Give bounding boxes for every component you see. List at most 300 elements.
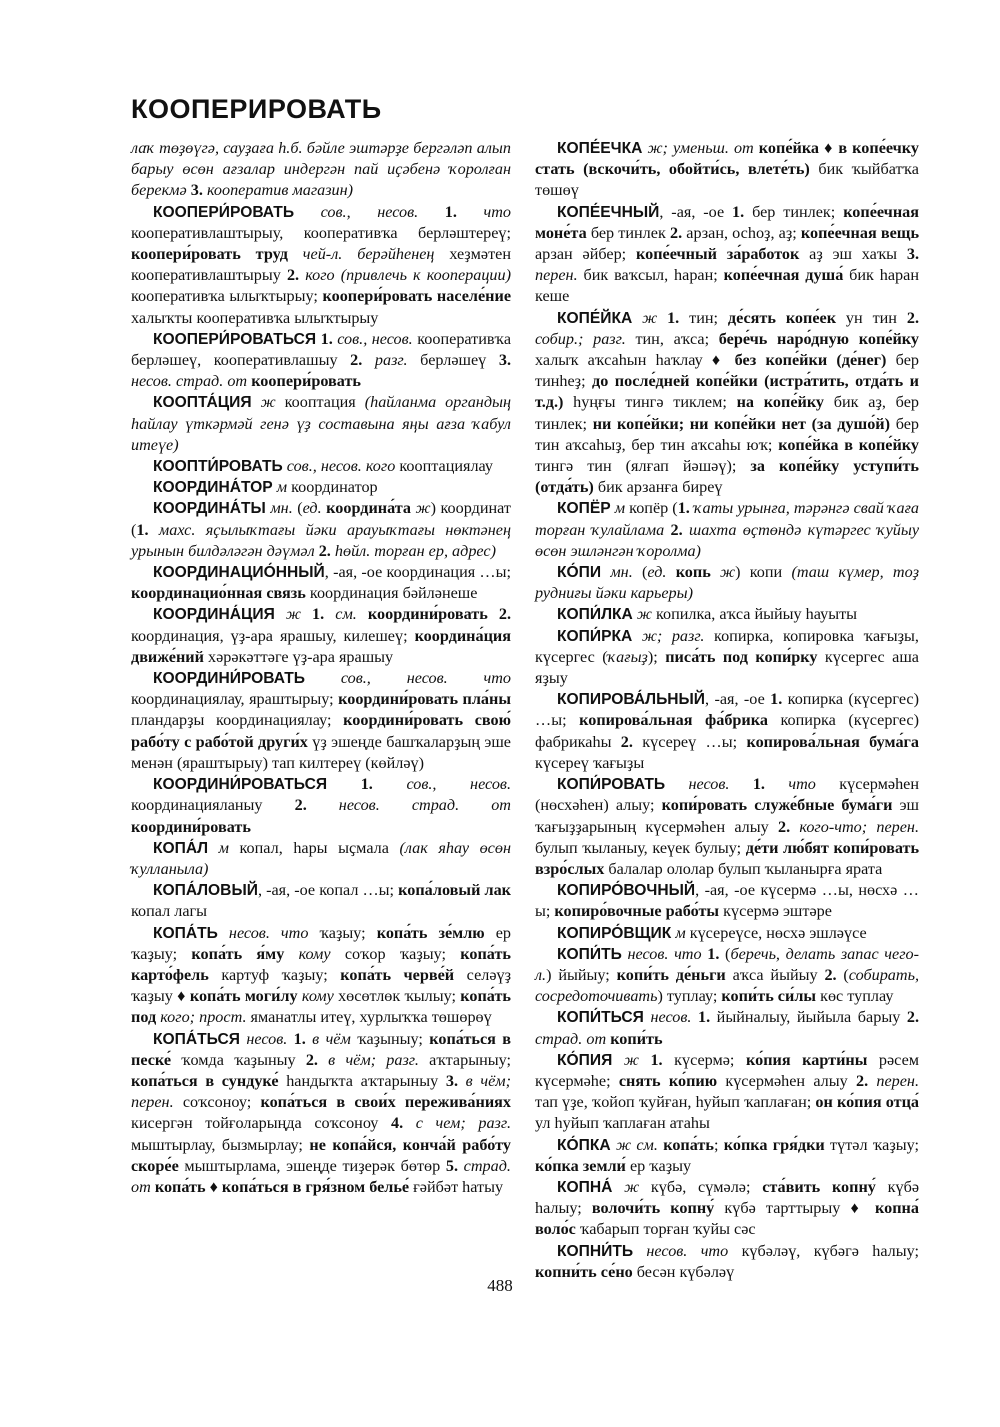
headword: КООПТИ́РОВАТЬ (153, 458, 283, 476)
headword: КООПЕРИ́РОВАТЬСЯ (153, 330, 317, 348)
entry-text: ҡомда ҡаҙыныу (171, 1050, 306, 1069)
entry-text: махс. яҫылыҡтағы йәки арауыҡтағы нөктәнең урынын билдәләгән дәүмәл (131, 520, 511, 560)
headword: КОПЁР (557, 500, 611, 518)
entry-text: что (456, 202, 512, 221)
entry-text: за копе́йку уступи́ть (отда́ть) (535, 457, 919, 497)
dictionary-entry (131, 498, 511, 562)
entry-text: , -ая, -ое (705, 690, 771, 709)
entry-text: кому (297, 987, 334, 1006)
entry-text: бик һаран кеше (535, 266, 919, 306)
entry-text: ул һуйып ҡаплаған атаһы (535, 1114, 710, 1133)
headword: КОПИРОВА́ЛЬНЫЙ (557, 691, 706, 709)
entry-text: , -ая, -ое күсермә …ы, нөсхә …ы; (535, 881, 919, 921)
headword: КООРДИНА́ТЫ (153, 500, 266, 518)
entry-text: ҡабарып торған ҡуйы сәс (575, 1220, 756, 1239)
entry-text: тап үҙе, ҡойоп ҡуйған, һуйып ҡаплаған; (535, 1093, 816, 1112)
entry-text: м (272, 478, 288, 497)
entry-text: копе́ечная моне́та (535, 202, 919, 242)
entry-text: күсереү …ы; (632, 732, 747, 751)
dictionary-entry (131, 1029, 511, 1199)
entry-text (488, 605, 499, 623)
entry-text: собирать, сосредоточивать (535, 965, 919, 1006)
entry-text: 2. (305, 1050, 318, 1069)
entry-text: м (671, 923, 686, 942)
entry-text: на копе́йку (736, 393, 825, 412)
headword: КОПЕ́ЙКА (557, 309, 633, 327)
headword: КОПЕ́ЕЧНЫЙ (557, 203, 660, 221)
entry-text: координа́та (321, 499, 412, 518)
entry-text: что (764, 775, 816, 794)
entry-text: с чем; разг. (403, 1114, 511, 1133)
entry-text: копь (666, 563, 711, 582)
entry-text: 1. (418, 202, 457, 221)
headword: КО́ПИЯ (557, 1051, 613, 1069)
entry-text: аҡтарыныу; (418, 1050, 511, 1069)
entry-text: несов. что (633, 1241, 729, 1260)
entry-text: копа́ть под (131, 987, 511, 1027)
entry-text: копирка (күсергес) …ы; (535, 690, 919, 730)
entry-text: пландарҙы координациялау; (131, 711, 344, 730)
entry-text: координацио́нная связь (131, 584, 306, 603)
entry-text: координа́ция движе́ний (131, 626, 511, 666)
entry-text: бер тинлек; (744, 202, 844, 221)
entry-text: не копа́йся, конча́й рабо́ту скоре́е (131, 1135, 511, 1175)
entry-text: копи́ть си́лы (721, 987, 817, 1006)
entry-text: яманатлы итеү, хурлыҡҡа төшөрөү (246, 1008, 492, 1027)
dictionary-entry (535, 1177, 919, 1241)
entry-text: мн. (265, 499, 293, 518)
entry-text: 1. (770, 690, 783, 709)
entry-text: бик аҙ, бер тинлек; (535, 393, 919, 433)
headword: КОПИ́ЛКА (557, 606, 633, 624)
entry-text: ж (612, 1050, 639, 1069)
dictionary-entry (131, 562, 511, 604)
entry-text: несов. (239, 1029, 288, 1048)
entry-text: берләшеү (407, 351, 499, 370)
dictionary-entry (131, 774, 511, 838)
entry-text: координи́ровать пла́ны (338, 690, 511, 709)
entry-text: 2. (294, 796, 307, 815)
entry-text: сов., несов. (372, 775, 511, 794)
entry-text: кооператив магазин) (202, 181, 354, 200)
entry-text: 2. (906, 1008, 919, 1027)
entry-text: ж (612, 1177, 640, 1196)
entry-text: кооперативҡа ылыҡтырыу; (131, 287, 323, 306)
entry-text: коопери́ровать труд (131, 245, 288, 264)
entry-text: ста́вить копну́ (762, 1177, 876, 1196)
entry-text: күсермәһен алыу (717, 1071, 856, 1090)
entry-text: кого; прост. (156, 1008, 247, 1027)
entry-text: копи́ровать служе́бные бума́ги (661, 796, 893, 815)
entry-text: снять ко́пию (618, 1071, 718, 1090)
entry-text: собир.; разг. (535, 329, 626, 348)
entry-text: йыйналыу, йыйыла барыу (710, 1008, 907, 1027)
headword: КОПА́ЛОВЫЙ (153, 882, 258, 900)
entry-text: ; (713, 1135, 724, 1154)
entry-text: (һайланма органдың һайлау үткәрмәй генә үҙ составына яңы ағза ҡабул итеүе) (131, 393, 511, 454)
entry-text: хәрәкәттәге үҙ-ара ярашыу (203, 647, 394, 666)
entry-text: ж (251, 393, 276, 412)
entry-text: аҙ эш хаҡы (799, 245, 907, 264)
entry-text: , -ая, -ое (659, 202, 733, 221)
dictionary-entry (131, 392, 511, 456)
entry-text: кого (привлечь к кооперации) (299, 266, 511, 285)
dictionary-entry (535, 308, 919, 499)
entry-text: ж; уменьш. от (642, 139, 754, 157)
entry-text: аҡса йыйыу (725, 965, 825, 984)
entry-text: разг. (362, 351, 408, 370)
entry-text: копе́йка ♦ в копе́ечку стать (вскочи́ть, обойти́сь, влете́ть) (535, 139, 919, 179)
entry-text: көс туплау (816, 987, 894, 1006)
headword: КОПИРО́ВЩИК (557, 924, 672, 942)
entry-text: 2. (318, 541, 331, 560)
headword: КОПИ́РОВАТЬ (557, 776, 666, 794)
entry-text: координация бәйләнеше (305, 584, 478, 603)
entry-text: 2. (620, 732, 633, 751)
entry-text: копа́ть карто́фель (131, 944, 511, 984)
entry-text: ( (292, 499, 303, 518)
entry-text: тин; (679, 308, 728, 327)
dictionary-entry (535, 689, 919, 774)
entry-text: кого-что; перен. (790, 817, 919, 836)
entry-text: в чём; разг. (317, 1050, 419, 1069)
entry-text: копни́ть се́но (535, 1262, 633, 1281)
entry-text: координацияланыу (131, 796, 295, 815)
entry-text: несов. что (621, 944, 702, 963)
dictionary-entry (535, 774, 919, 880)
entry-text: в чём; перен. (131, 1071, 511, 1112)
entry-text: ж (411, 499, 431, 518)
entry-text: несов. страд. от (131, 372, 248, 391)
headword: КО́ПИ (557, 564, 602, 582)
headword: КОПИ́РКА (557, 627, 633, 645)
entry-text: күбә тарттырыу ♦ (714, 1199, 876, 1218)
dictionary-entry (131, 456, 511, 477)
entry-text: ж см. (610, 1135, 658, 1154)
dictionary-entry (131, 138, 511, 202)
entry-text: сов., несов. (332, 329, 413, 348)
entry-text: ҡаҙыныу; (350, 1029, 430, 1048)
entry-text: мыштырлау, бызмырлау; (131, 1135, 310, 1154)
entry-text: 2. (906, 308, 919, 327)
entry-text: мн. (601, 563, 633, 582)
entry-text: сов., несов. что (305, 669, 511, 688)
entry-text: һөйл. торған ер, адрес) (330, 541, 496, 560)
headword: КОПЕ́ЕЧКА (557, 140, 643, 157)
entry-text: без копе́йки (де́нег) (734, 351, 887, 370)
headword: КООРДИНА́ТОР (153, 479, 273, 497)
entry-text: бесән күбәләү (632, 1262, 735, 1281)
dictionary-entry (535, 1007, 919, 1049)
entry-text: коопери́ровать (247, 372, 361, 391)
entry-text: копи́ть (606, 1029, 663, 1048)
entry-text: копирка, копировка ҡағыҙы, күсергес ( (535, 626, 919, 666)
entry-text: 1. (136, 520, 149, 539)
entry-text: несов. (665, 775, 730, 794)
entry-text: бик арзанға биреү (593, 478, 723, 497)
entry-text: күсермә эштәре (719, 902, 832, 921)
entry-text: , -ая, -ое координация …ы; (324, 563, 511, 582)
entry-text: копа́ловый лак (398, 881, 511, 900)
entry-text: халыҡ аҡсаһын һаҡлау ♦ (535, 351, 735, 370)
entry-text: де́ти лю́бят копи́ровать взро́слых (535, 838, 919, 878)
entry-text: координи́ровать свою́ рабо́ту с рабо́той други́х (131, 711, 511, 751)
entry-text: до после́дней копе́йки (истра́тить, отда́ть и т.д.) (535, 372, 919, 412)
entry-text: соҡор ҡаҙыу; (330, 944, 461, 963)
entry-text: ҡағыҙ (607, 647, 648, 666)
dictionary-entry (131, 202, 511, 329)
entry-text: координациялау, яраштырыу; (131, 690, 339, 709)
entry-text: копирова́льная бума́га (746, 732, 919, 751)
entry-text: үҙ эшеңде башҡаларҙың эше менән (яраштырыу) тап килтереү (көйләү) (131, 732, 511, 772)
dictionary-entry (535, 880, 919, 922)
entry-text: копилка, аҡса йыйыу һауыты (651, 605, 858, 624)
entry-text: копа́ться в сундуке́ (131, 1071, 279, 1090)
dictionary-entry (131, 329, 511, 393)
entry-text: күбә, сүмәлә; (639, 1177, 763, 1196)
entry-text: ко́пка земли́ (535, 1156, 626, 1175)
entry-text: см. (324, 605, 357, 624)
headword: КОПИ́ТЬ (557, 945, 622, 963)
headword: КОПНИ́ТЬ (557, 1242, 634, 1260)
entry-text: күсереү ҡағыҙы (535, 753, 645, 772)
entry-text: волочи́ть копну́ (591, 1199, 715, 1218)
entry-text: ( (632, 563, 648, 582)
entry-text: эш ҡағыҙҙарының күсермәһен алыу (535, 796, 920, 836)
entry-text: 2. (855, 1071, 869, 1090)
entry-text: ж (632, 308, 658, 327)
entry-text: бер тинлек (586, 223, 670, 242)
entry-text: бере́чь наро́дную копе́йку (718, 329, 919, 348)
entry-text: соҡсоноу; (173, 1093, 261, 1112)
headword: КОПА́Л (153, 839, 209, 857)
dictionary-entry (131, 923, 511, 1029)
entry-text: 1. (316, 329, 333, 348)
entry-text: рәсем күсермәһе; (535, 1050, 919, 1090)
entry-text: ж (274, 605, 301, 624)
entry-text: бер тинһеҙ; (535, 351, 919, 391)
entry-text: копа́ть зе́млю (376, 923, 485, 942)
entry-text: тин, аҡса; (625, 329, 719, 348)
entry-text: копе́ечная вещь (800, 223, 920, 242)
dictionary-entry (535, 1135, 919, 1177)
entry-text: күбә һалыу; (535, 1177, 919, 1218)
entry-text: копи́ть де́ньги (616, 965, 726, 984)
entry-text: тингә тин (ялғап йәшәү); (535, 457, 751, 476)
entry-text: копа́ться в песке́ (131, 1029, 512, 1069)
entry-text: копа́ть моги́лу (189, 987, 298, 1006)
dictionary-entry (131, 604, 511, 668)
entry-text: 4. (391, 1114, 404, 1133)
entry-text: мыштырлама, эшеңде тиҙерәк бөтөр (178, 1156, 446, 1175)
entry-text: бик ҡыйбатҡа төшөү (535, 160, 919, 200)
entry-text: кооптация (275, 393, 365, 412)
entry-text: 1. (729, 775, 765, 794)
entry-text: 1. (327, 775, 373, 794)
entry-text: копирова́льная фа́брика (579, 711, 768, 730)
headword: КОПА́ТЬСЯ (153, 1030, 240, 1048)
entry-text: 2. (824, 965, 837, 984)
entry-text: күсермә; (662, 1050, 746, 1069)
entry-text: сов., несов. кого (282, 457, 396, 476)
entry-text: ер ҡаҙыу; (131, 923, 511, 963)
headword: КОПА́ТЬ (153, 924, 218, 942)
entry-text: копа́ть (657, 1135, 714, 1154)
entry-text: бер тин аҡсаһыҙ, бер тин аҡсаһы юҡ; (535, 414, 920, 454)
dictionary-entry (131, 668, 511, 774)
entry-text: координи́ровать (356, 605, 488, 624)
entry-text: ко́пка гря́дки (723, 1135, 825, 1154)
left-column (131, 138, 511, 1198)
dictionary-entry (535, 498, 919, 562)
running-head: КООПЕРИРОВАТЬ (131, 94, 382, 124)
headword: КОПИРО́ВОЧНЫЙ (557, 882, 696, 900)
headword: КОПНА́ (557, 1178, 613, 1196)
entry-text: м (208, 838, 229, 857)
entry-text: булып ҡыланыу, кеүек булыу; (535, 838, 746, 857)
entry-text: күсергес аша яҙыу (535, 647, 919, 688)
entry-text: кисергән тойғоларыңда соҡсоноу (131, 1114, 391, 1133)
entry-text: халыҡты кооперативҡа ылыҡтырыу (131, 308, 379, 327)
dictionary-entry (535, 138, 919, 202)
entry-text: түтәл ҡаҙыу; (824, 1135, 919, 1154)
entry-text: м (610, 499, 626, 518)
entry-text: копа́ть черве́й (340, 965, 455, 984)
entry-text: копа́ться в свои́х пережива́ниях (260, 1093, 512, 1112)
entry-text: ер ҡаҙыу (625, 1156, 692, 1175)
entry-text: ед. (647, 563, 667, 582)
entry-text: ғәйбәт һатыу (409, 1177, 504, 1196)
dictionary-entry (535, 944, 919, 1008)
dictionary-entry (131, 838, 511, 880)
entry-text: ни копе́йки; ни копе́йки нет (за душо́й) (592, 414, 891, 433)
entry-text: страд. от (131, 1156, 511, 1196)
headword: КООПТА́ЦИЯ (153, 394, 252, 412)
headword: КОПИ́ТЬСЯ (557, 1009, 644, 1027)
entry-text: хеҙмәтен кооперативлаштырыу (131, 245, 511, 285)
entry-text: балалар ололар булып ҡыланырға ярата (604, 859, 883, 878)
entry-text: (лак яһау өсөн ҡулланыла) (131, 838, 511, 878)
dictionary-entry (131, 477, 511, 498)
entry-text: , -ая, -ое копал …ы; (257, 881, 399, 900)
headword: КООРДИНИ́РОВАТЬСЯ (153, 776, 328, 794)
entry-text: 1. (638, 1050, 663, 1069)
entry-text: 2. (777, 817, 791, 836)
entry-text: коопери́ровать населе́ние (322, 287, 512, 306)
entry-text: кооптациялау (395, 457, 493, 476)
entry-text: копал лагы (131, 902, 208, 921)
entry-text: ко́пия карти́ны (745, 1050, 868, 1069)
entry-text: чей-л. берәйһенең (287, 245, 435, 264)
entry-text: (таш күмер, тоҙ рудниғы йәки карьеры) (535, 563, 920, 603)
entry-text: арзан, осһоҙ, аҙ; (682, 223, 801, 242)
entry-text: копиро́вочные рабо́ты (554, 902, 720, 921)
entry-text: координатор (287, 478, 378, 497)
dictionary-entry (535, 202, 919, 308)
headword: КООПЕРИ́РОВАТЬ (153, 203, 295, 221)
entry-text: 1. (287, 1029, 306, 1048)
entry-text: һуңғы тингә тиклем; (563, 393, 737, 412)
entry-text: он ко́пия отца́ (815, 1093, 919, 1112)
entry-text: ) копи (735, 563, 792, 582)
entry-text: ж (632, 605, 652, 624)
entry-text: күбәләү, күбәгә һалыу; (728, 1241, 919, 1260)
entry-text: копёр ( (625, 499, 678, 518)
entry-text: копа́ть ♦ копа́ться в гря́зном белье́ (150, 1177, 410, 1196)
entry-text: копал, һары ыҫмала (228, 838, 400, 857)
entry-text: сов., несов. (294, 202, 419, 221)
entry-text: писа́ть под копи́рку (665, 647, 818, 666)
entry-text: 1. (732, 202, 745, 221)
entry-text: координи́ровать (131, 817, 251, 836)
entry-text: ( (719, 944, 731, 963)
entry-text: копе́ечная душа́ (723, 266, 844, 285)
entry-text: кооперативлаштырыу, кооперативҡа берләштереү; (131, 223, 511, 242)
entry-text: де́сять копе́ек (727, 308, 837, 327)
headword: КО́ПКА (557, 1136, 611, 1154)
entry-text: страд. от (535, 1029, 607, 1048)
entry-text: 2. (286, 266, 300, 285)
entry-text: копирка (күсергес) фабрикаһы (535, 711, 920, 751)
dictionary-entry (131, 880, 511, 922)
entry-text: кооперативҡа берләшеү, кооперативлашыу (131, 329, 512, 370)
entry-text: 3. (906, 245, 919, 264)
entry-text: кому (284, 944, 331, 963)
entry-text: күсермәһен (нөсхәһен) алыу; (535, 775, 920, 815)
entry-text: ); (647, 647, 666, 666)
entry-text: ж (710, 563, 736, 582)
entry-text: координация, үҙ-ара ярашыу, килешеү; (131, 626, 415, 645)
entry-text: 1. (677, 499, 690, 518)
entry-text: 3. (498, 351, 512, 370)
entry-text: ҡаты урынға, тәрәнгә свай ҡаға торған ҡулайлама (535, 499, 919, 539)
entry-text: ) координат ( (131, 499, 511, 539)
entry-text: хөсөтлөк ҡылыу; (333, 987, 461, 1006)
entry-text: несов. что (217, 923, 309, 942)
dictionary-entry (535, 604, 919, 625)
entry-text: селәүҙ ҡаҙыу ♦ (131, 965, 511, 1006)
dictionary-entry (535, 1050, 919, 1135)
entry-text: 1. (691, 1008, 711, 1027)
dictionary-entry (535, 923, 919, 944)
entry-text: 2. (670, 520, 683, 539)
entry-text: перен. (535, 266, 578, 285)
entry-text: 2. (350, 351, 363, 370)
entry-text: несов. страд. от (306, 796, 511, 815)
entry-text: беречь, делать запас чего-л. (535, 944, 920, 984)
entry-text: ) йыйыу; (546, 965, 617, 984)
entry-text: ед. (302, 499, 322, 518)
entry-text: ) туплау; (657, 987, 722, 1006)
entry-text: копна́ воло́с (535, 1199, 919, 1239)
entry-text: ҡаҙыу; (308, 923, 377, 942)
right-column (535, 138, 919, 1283)
entry-text: 1. (657, 308, 680, 327)
entry-text: копе́йка в копе́йку (778, 435, 919, 454)
entry-text: күсереүсе, нөсхә эшләүсе (685, 923, 867, 942)
entry-text: 3. (445, 1071, 458, 1090)
headword: КООРДИНА́ЦИЯ (153, 606, 275, 624)
page-number: 488 (487, 1276, 513, 1295)
entry-text: бик ваҡсыл, һаран; (577, 266, 724, 285)
entry-text: ун тин (836, 308, 907, 327)
entry-text: картуф ҡаҙыу; (208, 965, 341, 984)
entry-text: шахта өҫтөндә күтәргес ҡуйыу өсөн эшләнгән ҡоролма) (535, 520, 920, 560)
entry-text: копе́ечный за́работок (636, 245, 800, 264)
entry-text: 1. (701, 944, 720, 963)
dictionary-entry (535, 626, 919, 690)
entry-text: ж; разг. (632, 626, 705, 645)
